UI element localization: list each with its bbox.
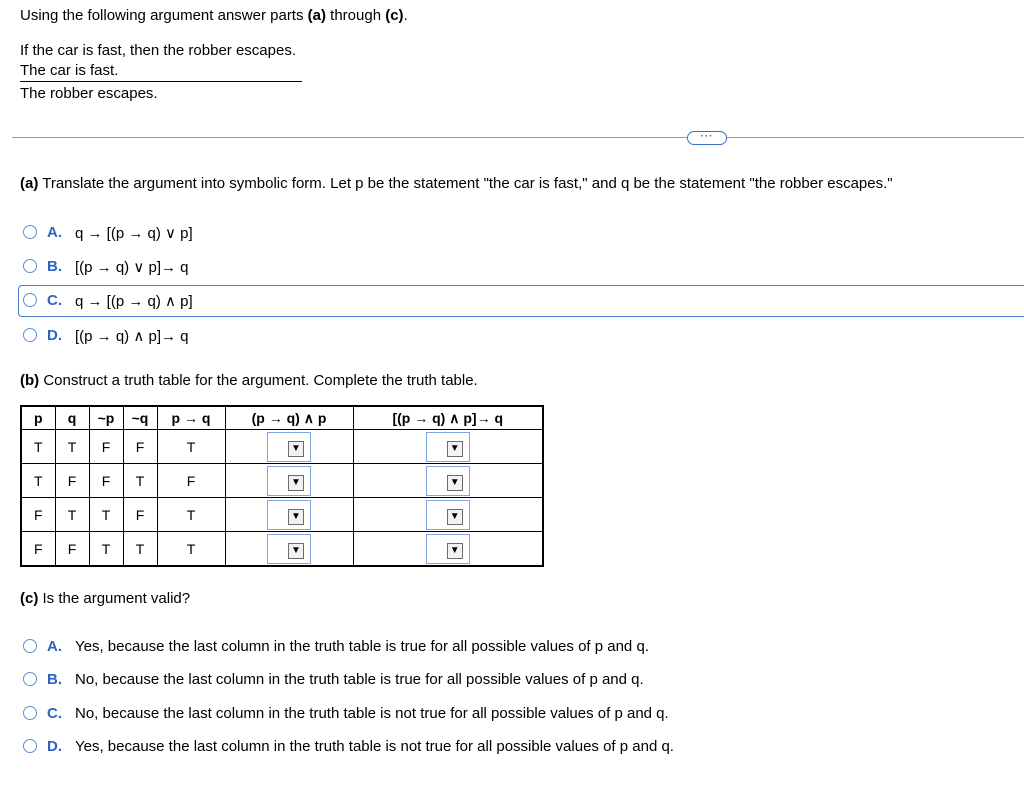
cell: T [21, 464, 55, 498]
table-row [21, 498, 543, 532]
dropdown-arrow-icon: ▼ [447, 475, 463, 491]
cell-dropdown-cell [353, 464, 543, 498]
cell: T [123, 464, 157, 498]
truth-table [20, 405, 544, 567]
header-q: q [55, 406, 89, 430]
instructions-mid: through [326, 7, 386, 24]
header-conditional: [(p → q) ∧ p]→ q [353, 406, 543, 430]
part-a-question [20, 175, 893, 192]
conditional-dropdown[interactable] [426, 432, 470, 462]
radio-d[interactable] [23, 328, 37, 342]
option-letter: B. [47, 671, 62, 688]
dropdown-arrow-icon: ▼ [447, 543, 463, 559]
cell: T [89, 532, 123, 567]
cell: F [55, 532, 89, 567]
cell: T [89, 498, 123, 532]
option-text: [(p → q) ∧ p]→ q [75, 328, 189, 345]
radio-b[interactable] [23, 672, 37, 686]
option-letter: A. [47, 638, 62, 655]
conditional-dropdown[interactable] [426, 466, 470, 496]
dropdown-arrow-icon: ▼ [288, 509, 304, 525]
instructions-text: Using the following argument answer parts [20, 7, 308, 24]
option-text: No, because the last column in the truth table is not true for all possible values of p and q. [75, 705, 669, 722]
header-not-q: ~q [123, 406, 157, 430]
conclusion: The robber escapes. [20, 85, 158, 102]
part-c-text: Is the argument valid? [38, 590, 191, 607]
cell-dropdown-cell [225, 532, 353, 567]
cell: T [157, 498, 225, 532]
cell: T [55, 430, 89, 464]
part-a-text: Translate the argument into symbolic form. Let p be the statement "the car is fast," and q be the statement "the robber escapes." [38, 175, 893, 192]
dropdown-arrow-icon: ▼ [447, 441, 463, 457]
dropdown-arrow-icon: ▼ [447, 509, 463, 525]
table-row [21, 430, 543, 464]
cell: F [89, 430, 123, 464]
option-letter: B. [47, 258, 62, 275]
instructions-part-a: (a) [307, 7, 326, 24]
part-c-label: (c) [20, 590, 39, 607]
option-text: q → [(p → q) ∨ p] [75, 225, 193, 242]
cell: F [89, 464, 123, 498]
cell-dropdown-cell [225, 464, 353, 498]
option-letter: C. [47, 705, 62, 722]
radio-c[interactable] [23, 293, 37, 307]
option-letter: C. [47, 292, 62, 309]
instructions [20, 7, 408, 24]
cell: F [123, 430, 157, 464]
radio-a[interactable] [23, 225, 37, 239]
cell: T [123, 532, 157, 567]
cell: F [157, 464, 225, 498]
dropdown-arrow-icon: ▼ [288, 543, 304, 559]
cell: T [157, 430, 225, 464]
dropdown-arrow-icon: ▼ [288, 441, 304, 457]
conditional-dropdown[interactable] [426, 500, 470, 530]
conjunction-dropdown[interactable] [267, 534, 311, 564]
table-row [21, 464, 543, 498]
cell: F [123, 498, 157, 532]
table-header-row [21, 406, 543, 430]
premise-1: If the car is fast, then the robber escapes. [20, 42, 296, 59]
section-divider [12, 137, 1024, 138]
more-options-button[interactable]: ··· [687, 131, 727, 145]
cell-dropdown-cell [353, 532, 543, 567]
cell: F [21, 532, 55, 567]
conjunction-dropdown[interactable] [267, 500, 311, 530]
instructions-end: . [403, 7, 408, 24]
header-not-p: ~p [89, 406, 123, 430]
argument-rule [20, 81, 302, 82]
radio-d[interactable] [23, 739, 37, 753]
radio-c[interactable] [23, 706, 37, 720]
header-p-implies-q: p → q [157, 406, 225, 430]
cell-dropdown-cell [353, 498, 543, 532]
cell: T [21, 430, 55, 464]
part-a-label: (a) [20, 175, 39, 192]
cell: T [157, 532, 225, 567]
option-text: Yes, because the last column in the truth table is true for all possible values of p and q. [75, 638, 649, 655]
conjunction-dropdown[interactable] [267, 432, 311, 462]
header-p: p [21, 406, 55, 430]
part-b-question [20, 372, 478, 389]
premise-2: The car is fast. [20, 62, 119, 79]
conjunction-dropdown[interactable] [267, 466, 311, 496]
option-letter: D. [47, 738, 62, 755]
cell: F [21, 498, 55, 532]
cell-dropdown-cell [353, 430, 543, 464]
cell-dropdown-cell [225, 498, 353, 532]
option-text: No, because the last column in the truth table is true for all possible values of p and q. [75, 671, 644, 688]
table-row [21, 532, 543, 567]
cell: F [55, 464, 89, 498]
radio-a[interactable] [23, 639, 37, 653]
radio-b[interactable] [23, 259, 37, 273]
conditional-dropdown[interactable] [426, 534, 470, 564]
part-b-label: (b) [20, 372, 40, 389]
dropdown-arrow-icon: ▼ [288, 475, 304, 491]
instructions-part-c: (c) [385, 7, 404, 24]
header-conjunction: (p → q) ∧ p [225, 406, 353, 430]
cell-dropdown-cell [225, 430, 353, 464]
cell: T [55, 498, 89, 532]
option-letter: D. [47, 327, 62, 344]
option-letter: A. [47, 224, 62, 241]
option-text: Yes, because the last column in the truth table is not true for all possible values of p and q. [75, 738, 674, 755]
part-b-text: Construct a truth table for the argument. Complete the truth table. [39, 372, 478, 389]
option-text: [(p → q) ∨ p]→ q [75, 259, 189, 276]
option-text: q → [(p → q) ∧ p] [75, 293, 193, 310]
part-c-question [20, 590, 190, 607]
